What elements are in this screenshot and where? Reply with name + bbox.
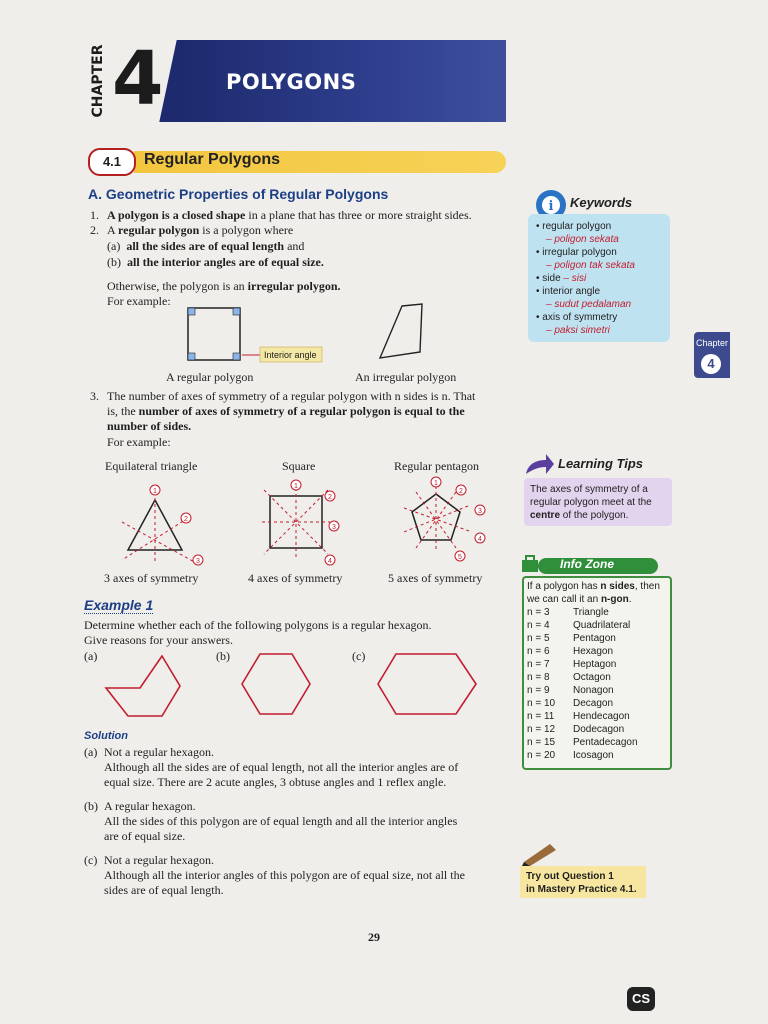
info-zone-polygon-name: Pentadecagon [573, 737, 638, 748]
example-label-a: (a) [84, 649, 98, 663]
example-line-1: Determine whether each of the following polygons is a regular hexagon. [84, 618, 432, 632]
point-1-text: A polygon is a closed shape in a plane that has three or more straight sides. [107, 208, 472, 222]
keyword-item: • side – sisi [536, 273, 587, 284]
keyword-translation: – poligon sekata [546, 234, 619, 245]
svg-text:3: 3 [478, 508, 482, 515]
square-heading: Square [282, 459, 316, 473]
svg-text:2: 2 [184, 516, 188, 523]
svg-text:3: 3 [332, 524, 336, 531]
learning-tips-arrow-icon [522, 452, 556, 478]
solution-b-line-2: are of equal size. [104, 829, 186, 843]
point-3-line-2: is, the number of axes of symmetry of a regular polygon is equal to the [107, 404, 465, 418]
square-axes-caption: 4 axes of symmetry [248, 571, 343, 585]
solution-a-label: (a) [84, 745, 98, 759]
example-title: Example 1 [84, 597, 154, 613]
svg-text:2: 2 [459, 488, 463, 495]
info-zone-n-value: n = 8 [527, 672, 550, 683]
hexagon-figure-a [100, 650, 190, 722]
pencil-icon [520, 840, 560, 866]
chapter-title: POLYGONS [226, 70, 357, 94]
try-out-text: Try out Question 1 in Mastery Practice 4.1. [526, 871, 637, 895]
solution-c-line-1: Although all the interior angles of this polygon are of equal size, not all the [104, 868, 465, 882]
svg-text:1: 1 [294, 483, 298, 490]
chapter-number: 4 [112, 36, 162, 122]
keyword-translation: – sudut pedalaman [546, 299, 632, 310]
pentagon-axes-caption: 5 axes of symmetry [388, 571, 483, 585]
info-zone-polygon-name: Quadrilateral [573, 620, 631, 631]
solution-c-head: Not a regular hexagon. [104, 853, 214, 867]
info-zone-polygon-name: Nonagon [573, 685, 614, 696]
example-label-c: (c) [352, 649, 366, 663]
scanner-logo: CS [627, 987, 655, 1011]
section-number: 4.1 [88, 148, 136, 176]
info-zone-n-value: n = 4 [527, 620, 550, 631]
info-zone-n-value: n = 9 [527, 685, 550, 696]
info-zone-n-value: n = 11 [527, 711, 555, 722]
chapter-tab-label: Chapter [696, 338, 729, 348]
solution-a-line-2: equal size. There are 2 acute angles, 3 obtuse angles and 1 reflex angle. [104, 775, 447, 789]
info-zone-n-value: n = 6 [527, 646, 550, 657]
triangle-heading: Equilateral triangle [105, 459, 198, 473]
regular-polygon-figure [180, 302, 340, 368]
info-zone-title: Info Zone [560, 557, 614, 571]
svg-text:1: 1 [153, 488, 157, 495]
info-zone-polygon-name: Heptagon [573, 659, 617, 670]
svg-text:5: 5 [458, 554, 462, 561]
for-example-2: For example: [107, 435, 171, 449]
triangle-axes-caption: 3 axes of symmetry [104, 571, 199, 585]
solution-c-label: (c) [84, 853, 98, 867]
point-2-item-a: (a) all the sides are of equal length and [107, 239, 305, 253]
solution-b-head: A regular hexagon. [104, 799, 196, 813]
info-zone-polygon-name: Hendecagon [573, 711, 630, 722]
info-zone-intro: If a polygon has n sides, then we can call it an n-gon. [527, 581, 660, 605]
pentagon-symmetry-figure [392, 474, 492, 568]
learning-tips-text: The axes of symmetry of a regular polygon meet at the centre of the polygon. [530, 484, 652, 521]
info-zone-polygon-name: Pentagon [573, 633, 616, 644]
page-number: 29 [368, 930, 380, 944]
info-zone-polygon-name: Icosagon [573, 750, 614, 761]
keyword-item: • axis of symmetry [536, 312, 618, 323]
info-zone-n-value: n = 3 [527, 607, 550, 618]
learning-tips-title: Learning Tips [558, 456, 643, 471]
info-zone-polygon-name: Triangle [573, 607, 609, 618]
svg-text:4: 4 [328, 558, 332, 565]
svg-text:3: 3 [196, 558, 200, 565]
regular-polygon-caption: A regular polygon [166, 370, 254, 384]
for-example-1: For example: [107, 294, 171, 308]
point-2-number: 2. [90, 223, 99, 237]
solution-b-line-1: All the sides of this polygon are of equal length and all the interior angles [104, 814, 458, 828]
irregular-polygon-caption: An irregular polygon [355, 370, 457, 384]
solution-c-line-2: sides are of equal length. [104, 883, 224, 897]
info-zone-n-value: n = 15 [527, 737, 556, 748]
solution-a-head: Not a regular hexagon. [104, 745, 214, 759]
irregular-polygon-figure [374, 300, 434, 366]
subheading: A. Geometric Properties of Regular Polygons [88, 186, 389, 202]
svg-text:2: 2 [328, 494, 332, 501]
point-2-text: A regular polygon is a polygon where [107, 223, 294, 237]
solution-title: Solution [84, 730, 128, 742]
example-line-2: Give reasons for your answers. [84, 633, 233, 647]
keyword-item: • irregular polygon [536, 247, 617, 258]
point-1-number: 1. [90, 208, 99, 222]
info-zone-n-value: n = 20 [527, 750, 556, 761]
svg-text:Interior angle: Interior angle [264, 350, 317, 360]
point-3-line-3: number of sides. [107, 419, 192, 433]
square-symmetry-figure [258, 476, 350, 568]
info-zone-n-value: n = 7 [527, 659, 550, 670]
info-zone-n-value: n = 10 [527, 698, 556, 709]
info-zone-n-value: n = 5 [527, 633, 550, 644]
keyword-translation: – poligon tak sekata [546, 260, 635, 271]
solution-a-line-1: Although all the sides are of equal length, not all the interior angles are of [104, 760, 459, 774]
point-2-item-b: (b) all the interior angles are of equal size. [107, 255, 324, 269]
hexagon-figure-c [372, 648, 484, 720]
info-zone-polygon-name: Dodecagon [573, 724, 625, 735]
svg-text:4: 4 [478, 536, 482, 543]
pentagon-heading: Regular pentagon [394, 459, 479, 473]
example-label-b: (b) [216, 649, 230, 663]
keyword-item: • regular polygon [536, 221, 612, 232]
info-zone-polygon-name: Hexagon [573, 646, 614, 657]
svg-text:i: i [548, 199, 554, 214]
chapter-tab-number: 4 [701, 354, 721, 374]
section-title: Regular Polygons [144, 151, 281, 168]
info-zone-n-value: n = 12 [527, 724, 556, 735]
keywords-title: Keywords [570, 195, 633, 210]
triangle-symmetry-figure [110, 482, 220, 568]
otherwise-text: Otherwise, the polygon is an irregular polygon. [107, 279, 341, 293]
solution-b-label: (b) [84, 799, 98, 813]
info-zone-polygon-name: Decagon [573, 698, 614, 709]
point-3-number: 3. [90, 389, 99, 403]
svg-text:CHAPTER: CHAPTER [90, 44, 106, 118]
info-zone-polygon-name: Octagon [573, 672, 611, 683]
keyword-item: • interior angle [536, 286, 601, 297]
point-3-line-1: The number of axes of symmetry of a regular polygon with n sides is n. That [107, 389, 476, 403]
hexagon-figure-b [236, 648, 320, 720]
keyword-translation: – paksi simetri [546, 325, 610, 336]
svg-text:1: 1 [434, 480, 438, 487]
